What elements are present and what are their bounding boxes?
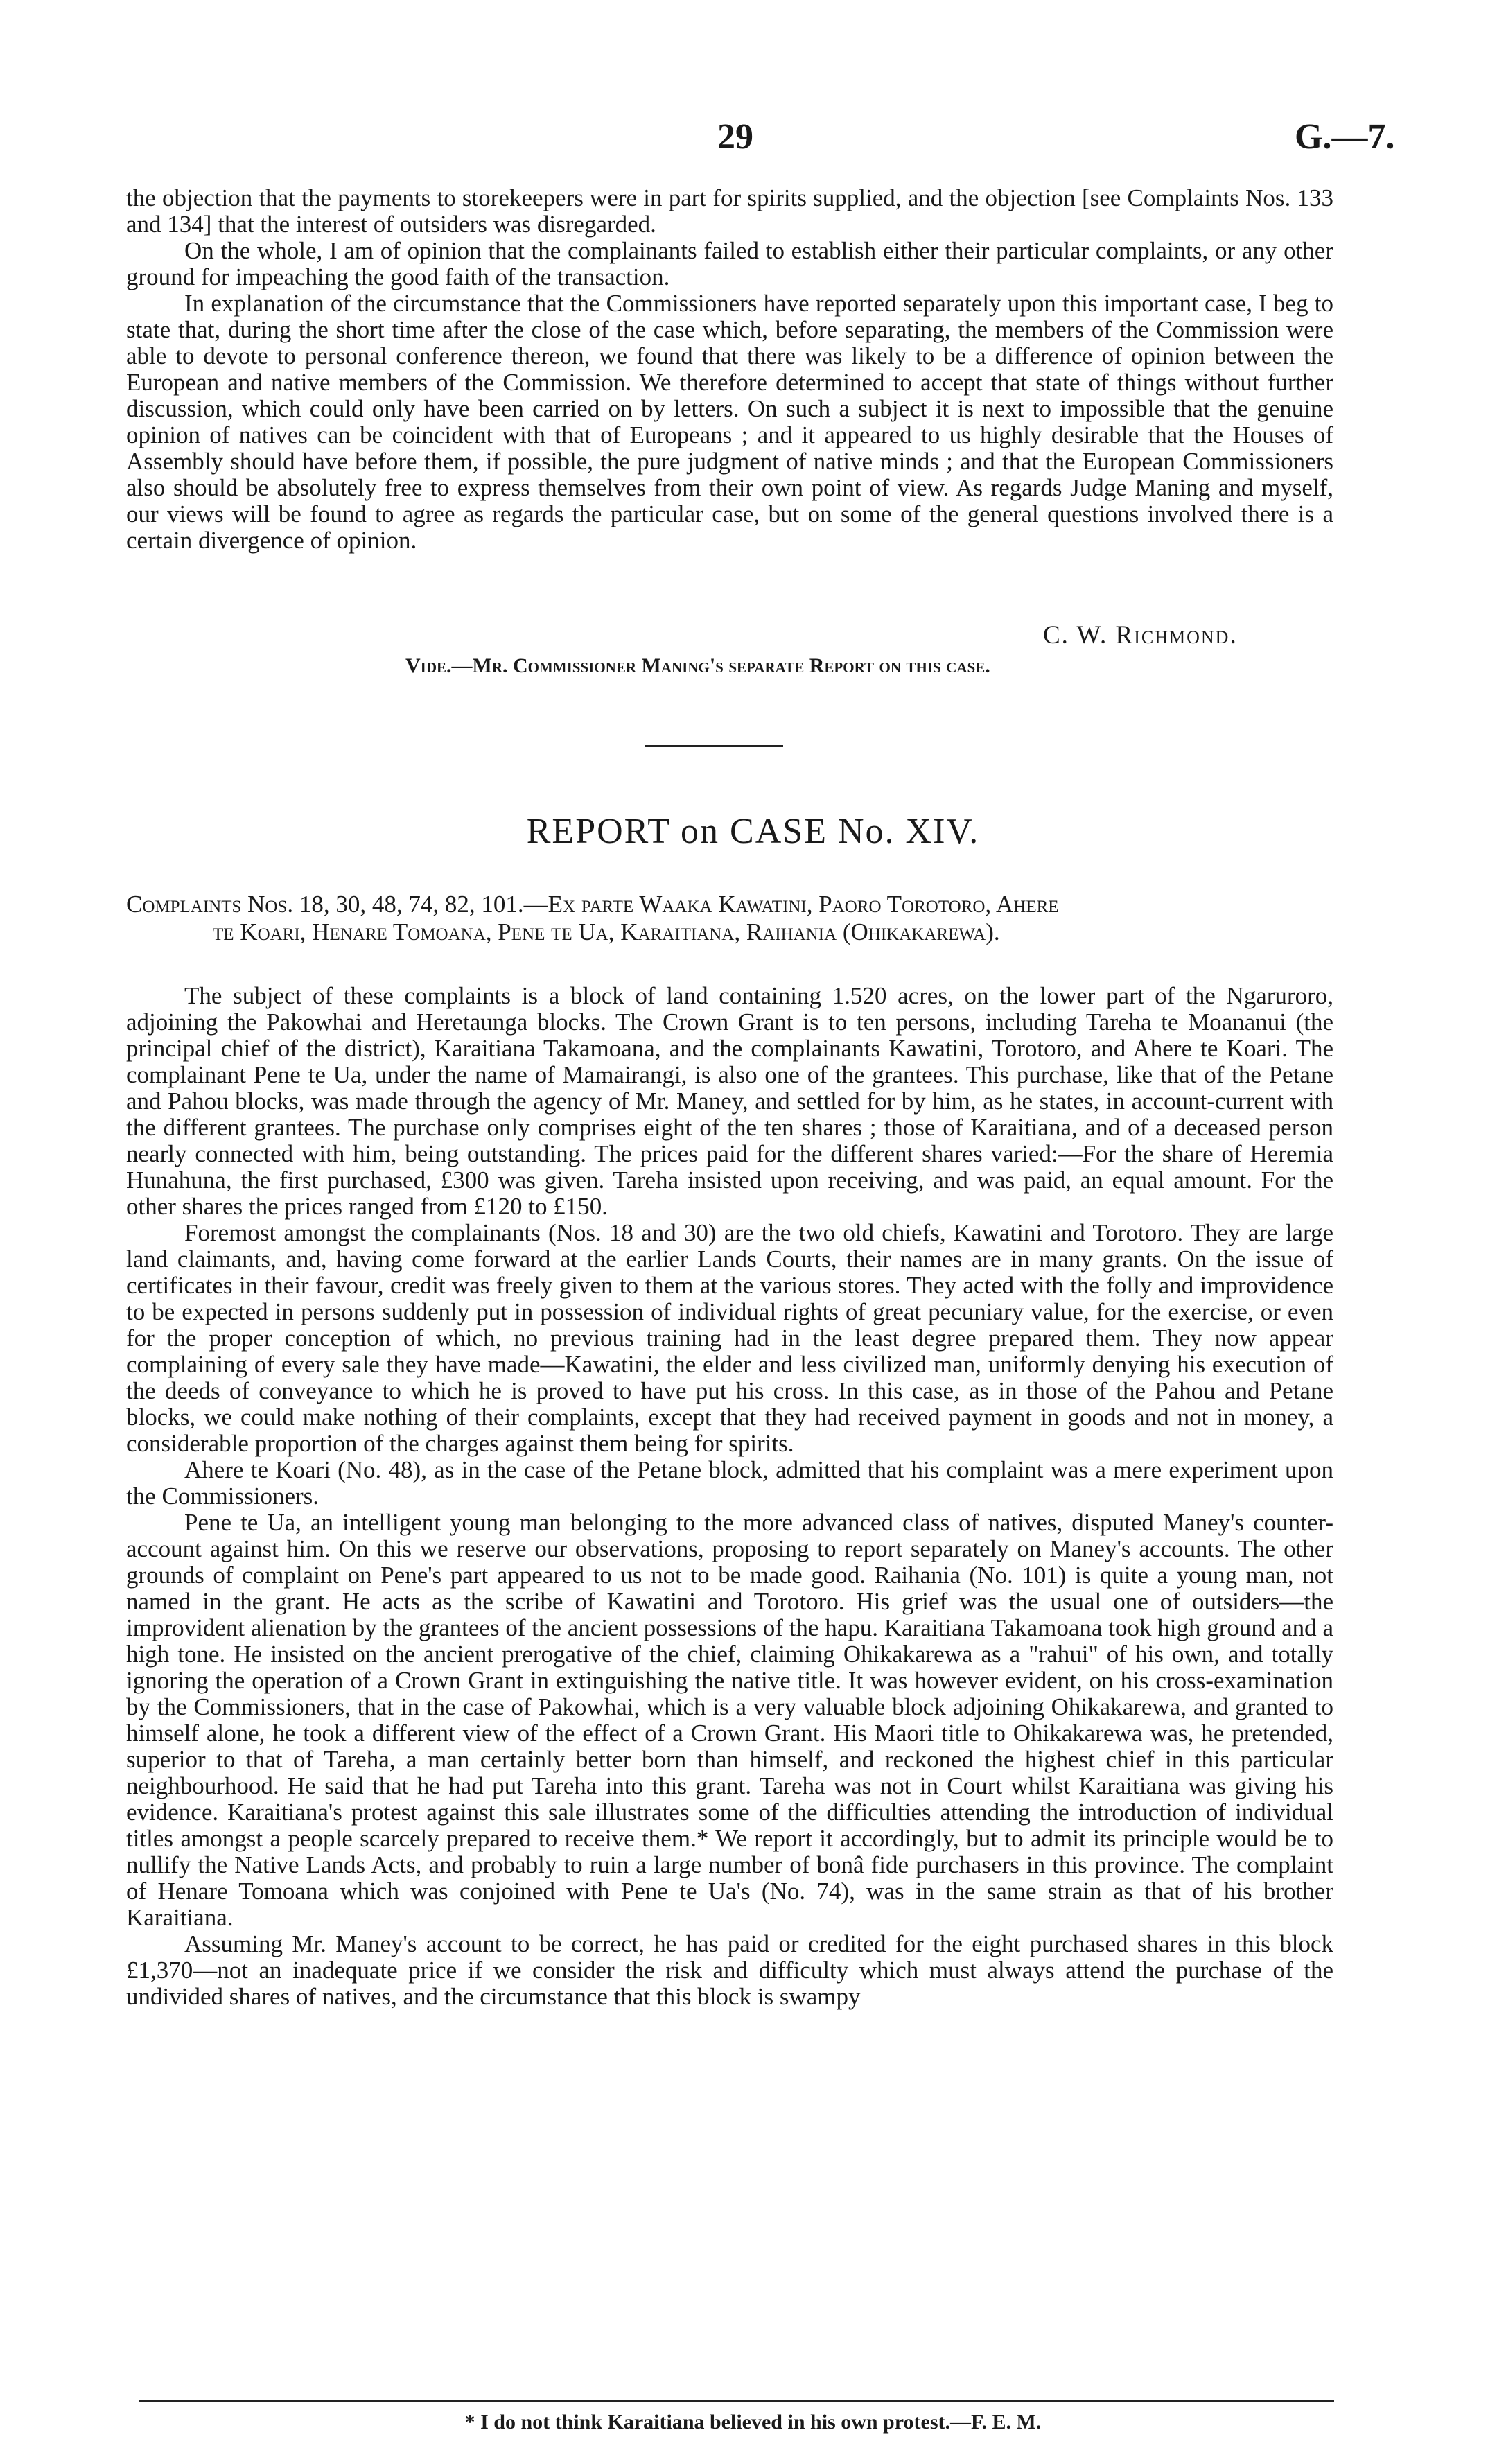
vide-note: Vide.—Mr. Commissioner Maning's separate Report on this case. xyxy=(405,654,990,677)
complaints-line-2: te Koari, Henare Tomoana, Pene te Ua, Karaitiana, Raihania (Ohikakarewa). xyxy=(213,918,1000,945)
footnote: * I do not think Karaitiana believed in his own protest.—F. E. M. xyxy=(464,2411,1042,2434)
body-paragraph-4: Pene te Ua, an intelligent young man belonging to the more advanced class of natives, disputed Maney's counter-account against him. On this we reserve our observations, proposing to report separately on Maney's accounts. The other grounds of complaint on Pene's part appeared to us not to be made good. Raihania (No. 101) is quite a young man, not named in the grant. He acts as the scribe of Kawatini and Torotoro. His grief was the usual one of outsiders—the improvident alienation by the grantees of the ancient possessions of the hapu. Karaitiana Takamoana took high ground and a high tone. He insisted on the ancient prerogative of the chief, claiming Ohikakarewa as a "rahui" of his own, and totally ignoring the operation of a Crown Grant in extinguishing the native title. It was however evident, on his cross-examination by the Commissioners, that in the case of Pakowhai, which is a very valuable block adjoining Ohikakarewa, and granted to himself alone, he took a different view of the effect of a Crown Grant. His Maori title to Ohikakarewa was, he pretended, superior to that of Tareha, a man certainly better born than himself, and reckoned the highest chief in this particular neighbourhood. He said that he had put Tareha into this grant. Tareha was not in Court whilst Karaitiana was giving his evidence. Karaitiana's protest against this sale illustrates some of the difficulties attending the introduction of individual titles amongst a people scarcely prepared to receive them.* We report it accordingly, but to admit its principle would be to nullify the Native Lands Acts, and probably to ruin a large number of bonâ fide purchasers in this province. The complaint of Henare Tomoana which was conjoined with Pene te Ua's (No. 74), was in the same strain as that of his brother Karaitiana. xyxy=(126,1509,1333,1931)
intro-section xyxy=(126,185,1333,554)
body-paragraph-1: The subject of these complaints is a block of land containing 1.520 acres, on the lower part of the Ngaruroro, adjoining the Pakowhai and Heretaunga blocks. The Crown Grant is to ten persons, including Tareha te Moananui (the principal chief of the district), Karaitiana Takamoana, and the complainants Kawatini, Torotoro, and Ahere te Koari. The complainant Pene te Ua, under the name of Mamairangi, is also one of the grantees. This purchase, like that of the Petane and Pahou blocks, was made through the agency of Mr. Maney, and settled for by him, as he states, in account-current with the different grantees. The purchase only comprises eight of the ten shares ; those of Karaitiana, and of a deceased person nearly connected with him, being outstanding. The prices paid for the different shares varied:—For the share of Heremia Hunahuna, the first purchased, £300 was given. Tareha insisted upon receiving, and was paid, an equal amount. For the other shares the prices ranged from £120 to £150. xyxy=(126,982,1333,1220)
complaints-line-1: Complaints Nos. 18, 30, 48, 74, 82, 101.—Ex parte Waaka Kawatini, Paoro Torotoro, Ahere xyxy=(126,891,1059,918)
intro-paragraph-1: the objection that the payments to storekeepers were in part for spirits supplied, and the objection [see Complaints Nos. 133 and 134] that the interest of outsiders was disregarded. xyxy=(126,184,1333,238)
body-paragraph-3: Ahere te Koari (No. 48), as in the case of the Petane block, admitted that his complaint was a mere experiment upon the Commissioners. xyxy=(126,1456,1333,1510)
intro-paragraph-3: In explanation of the circumstance that the Commissioners have reported separately upon this important case, I beg to state that, during the short time after the close of the case which, before separating, the members of the Commission were able to devote to personal conference thereon, we found that there was likely to be a difference of opinion between the European and native members of the Commission. We therefore determined to accept that state of things without further discussion, which could only have been carried on by letters. On such a subject it is next to impossible that the genuine opinion of natives can be coincident with that of Europeans ; and it appeared to us highly desirable that the Houses of Assembly should have before them, if possible, the pure judgment of native minds ; and that the European Commissioners also should be absolutely free to express themselves from their own point of view. As regards Judge Maning and myself, our views will be found to agree as regards the particular case, but on some of the general questions involved there is a certain divergence of opinion. xyxy=(126,290,1333,554)
report-title: REPORT on CASE No. XIV. xyxy=(526,812,980,851)
complaints-heading xyxy=(126,891,1333,946)
report-body xyxy=(126,983,1333,2010)
section-divider xyxy=(645,745,783,747)
body-paragraph-2: Foremost amongst the complainants (Nos. 18 and 30) are the two old chiefs, Kawatini and Torotoro. They are large land claimants, and, having come forward at the earlier Lands Courts, their names are in many grants. On the issue of certificates in their favour, credit was freely given to them at the various stores. They acted with the folly and improvidence to be expected in persons suddenly put in possession of individual rights of great pecuniary value, for the exercise, or even for the proper conception of which, no previous training had in the least degree prepared them. They now appear complaining of every sale they have made—Kawatini, the elder and less civilized man, uniformly denying his execution of the deeds of conveyance to which he is proved to have put his cross. In this case, as in those of the Pahou and Petane blocks, we could make nothing of their complaints, except that they had received payment in goods and not in money, a considerable proportion of the charges against them being for spirits. xyxy=(126,1219,1333,1457)
body-paragraph-5: Assuming Mr. Maney's account to be correct, he has paid or credited for the eight purchased shares in this block £1,370—not an inadequate price if we consider the risk and difficulty which must always attend the purchase of the undivided shares of natives, and the circumstance that this block is swampy xyxy=(126,1930,1333,2010)
page-number: 29 xyxy=(717,117,753,157)
signature: C. W. Richmond. xyxy=(1043,621,1238,649)
page-header xyxy=(0,116,1506,165)
intro-paragraph-2: On the whole, I am of opinion that the complainants failed to establish either their particular complaints, or any other ground for impeaching the good faith of the transaction. xyxy=(126,237,1333,290)
footnote-divider xyxy=(139,2400,1334,2402)
document-code: G.—7. xyxy=(1295,117,1395,157)
